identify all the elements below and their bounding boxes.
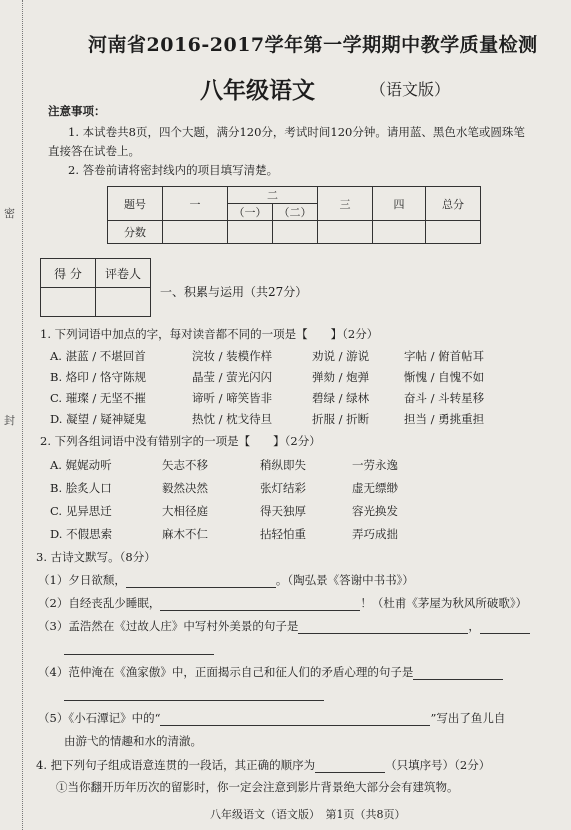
- binding-margin: [0, 0, 23, 830]
- score-table-total: 总分: [426, 187, 481, 221]
- q3-item-4: [38, 664, 503, 680]
- score-table: [107, 186, 481, 244]
- option-text: 惭愧 / 自愧不如: [404, 370, 485, 384]
- grader-name-label: 评卷人: [96, 259, 151, 288]
- q3-item-3-continued: [64, 641, 214, 655]
- option-text: 折服 / 折断: [312, 412, 370, 426]
- q3-item-5-suffix: ”写出了鱼儿自: [430, 711, 506, 725]
- answer-blank[interactable]: [64, 700, 324, 701]
- grader-score-cell[interactable]: [41, 288, 96, 317]
- score-table-col-1: 一: [163, 187, 228, 221]
- notice-line-1: 1. 本试卷共8页，四个大题，满分120分，考试时间120分钟。请用蓝、黑色水笔或圆珠笔: [68, 125, 525, 139]
- page-footer: 八年级语文（语文版） 第1页（共8页）: [210, 808, 406, 821]
- option-text: 容光换发: [352, 504, 398, 518]
- option-text: 奋斗 / 斗转星移: [404, 391, 485, 405]
- q3-item-5-line2: 由游弋的情趣和水的清澈。: [64, 734, 202, 748]
- score-cell[interactable]: [228, 221, 273, 244]
- q3-item-4-continued: [64, 687, 324, 701]
- score-table-col-2: 二: [228, 187, 318, 204]
- grader-table: [40, 258, 151, 317]
- answer-blank[interactable]: [480, 633, 530, 634]
- option-text: D. 不假思索: [50, 527, 113, 541]
- answer-blank[interactable]: [160, 610, 360, 611]
- score-table-col-4: 四: [373, 187, 426, 221]
- score-table-col-2a: （一）: [228, 204, 273, 221]
- q3-item-2-suffix: ！（杜甫《茅屋为秋风所破歌》）: [360, 596, 528, 610]
- grader-score-label: 得 分: [41, 259, 96, 288]
- section-1-title: 一、积累与运用（共27分）: [160, 285, 308, 299]
- option-text: 张灯结彩: [260, 481, 306, 495]
- question-1-stem: 1. 下列词语中加点的字，每对读音都不同的一项是【 】（2分）: [40, 327, 379, 341]
- q3-item-3-prefix: （3）孟浩然在《过故人庄》中写村外美景的句子是: [38, 619, 299, 633]
- option-text: 字帖 / 俯首帖耳: [404, 349, 485, 363]
- option-text: 热忱 / 枕戈待旦: [192, 412, 273, 426]
- option-text: 毅然决然: [162, 481, 208, 495]
- edition-label: （语文版）: [370, 80, 451, 99]
- answer-blank[interactable]: [160, 725, 430, 726]
- option-text: 晶莹 / 萤光闪闪: [192, 370, 273, 384]
- answer-blank[interactable]: [126, 587, 276, 588]
- q3-item-2: [38, 595, 527, 611]
- q4-stem-text: 4. 把下列句子组成语意连贯的一段话，其正确的顺序为: [36, 758, 316, 772]
- score-cell[interactable]: [318, 221, 373, 244]
- grader-name-cell[interactable]: [96, 288, 151, 317]
- option-text: A. 湛蓝 / 不堪回首: [50, 349, 146, 363]
- score-cell[interactable]: [373, 221, 426, 244]
- option-text: 矢志不移: [162, 458, 208, 472]
- option-text: A. 娓娓动听: [50, 458, 112, 472]
- q3-item-1: [38, 572, 414, 588]
- notice-line-1b: 直接答在试卷上。: [48, 144, 140, 158]
- score-table-col-3: 三: [318, 187, 373, 221]
- q3-item-5: [38, 710, 505, 726]
- answer-blank[interactable]: [64, 654, 214, 655]
- option-text: B. 脍炙人口: [50, 481, 112, 495]
- score-cell[interactable]: [163, 221, 228, 244]
- option-text: 稍纵即失: [260, 458, 306, 472]
- q3-item-1-prefix: （1）夕日欲颓，: [38, 573, 126, 587]
- binding-mark-close: 封: [4, 414, 15, 427]
- q4-stem-suffix: （只填序号）（2分）: [385, 758, 491, 772]
- subject-title: 八年级语文: [200, 77, 315, 104]
- answer-blank[interactable]: [413, 679, 503, 680]
- option-text: C. 见异思迁: [50, 504, 112, 518]
- option-text: 虚无缥缈: [352, 481, 398, 495]
- option-text: 一劳永逸: [352, 458, 398, 472]
- q3-item-1-suffix: 。（陶弘景《答谢中书书》）: [275, 573, 414, 587]
- option-text: 碧绿 / 绿林: [312, 391, 370, 405]
- answer-blank[interactable]: [298, 633, 468, 634]
- score-table-col-2b: （二）: [273, 204, 318, 221]
- q3-item-3-comma: ，: [468, 619, 480, 633]
- option-text: 浣妆 / 装模作样: [192, 349, 273, 363]
- option-text: 麻木不仁: [162, 527, 208, 541]
- q3-item-4-prefix: （4）范仲淹在《渔家傲》中，正面揭示自己和征人们的矛盾心理的句子是: [38, 665, 414, 679]
- binding-mark-seal: 密: [4, 207, 15, 220]
- option-text: 劝说 / 游说: [312, 349, 370, 363]
- option-text: 大相径庭: [162, 504, 208, 518]
- option-text: 弹劾 / 炮弹: [312, 370, 370, 384]
- score-table-score-label: 分数: [108, 221, 163, 244]
- option-text: 拈轻怕重: [260, 527, 306, 541]
- option-text: D. 凝望 / 疑神疑鬼: [50, 412, 147, 426]
- option-text: 谛听 / 啼笑皆非: [192, 391, 273, 405]
- score-table-qnum-label: 题号: [108, 187, 163, 221]
- answer-blank[interactable]: [315, 772, 385, 773]
- q3-item-5-prefix: （5）《小石潭记》中的“: [38, 711, 161, 725]
- score-cell[interactable]: [273, 221, 318, 244]
- q3-item-3: [38, 618, 530, 634]
- option-text: C. 璀璨 / 无坚不摧: [50, 391, 146, 405]
- question-2-stem: 2. 下列各组词语中没有错别字的一项是【 】（2分）: [40, 434, 321, 448]
- option-text: 弄巧成拙: [352, 527, 398, 541]
- score-cell[interactable]: [426, 221, 481, 244]
- notice-heading: 注意事项：: [48, 104, 106, 118]
- option-text: 担当 / 勇挑重担: [404, 412, 485, 426]
- q3-item-2-prefix: （2）自经丧乱少睡眠，: [38, 596, 161, 610]
- question-4-stem: [36, 757, 490, 773]
- notice-line-2: 2. 答卷前请将密封线内的项目填写清楚。: [68, 163, 279, 177]
- question-3-stem: 3. 古诗文默写。（8分）: [36, 550, 156, 564]
- option-text: 得天独厚: [260, 504, 306, 518]
- q4-sentence-1: ①当你翻开历年历次的留影时，你一定会注意到影片背景绝大部分会有建筑物。: [56, 780, 459, 794]
- option-text: B. 烙印 / 恪守陈规: [50, 370, 146, 384]
- exam-title: 河南省2016-2017学年第一学期期中教学质量检测: [88, 34, 538, 56]
